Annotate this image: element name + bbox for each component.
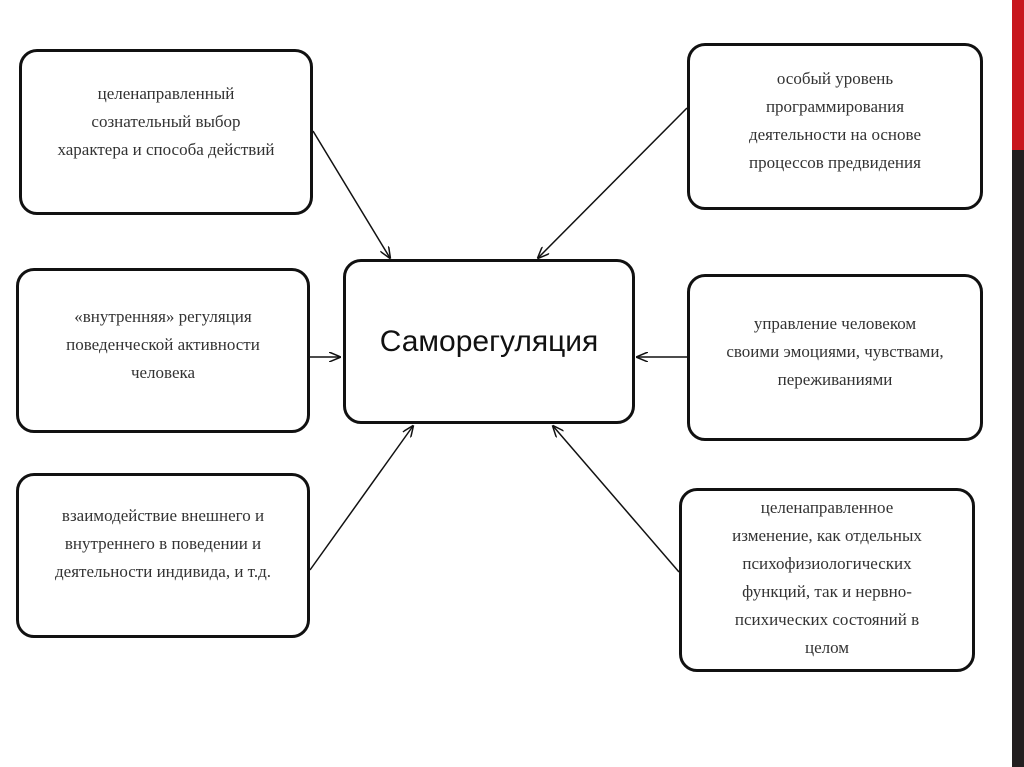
node-mid-left-text: «внутренняя» регуляция поведенческой активности человека [66,306,260,382]
node-top-left [19,49,313,215]
node-mid-left [16,268,310,433]
node-bottom-left-text: взаимодействие внешнего и внутреннего в поведении и деятельности индивида, и т.д. [55,505,271,581]
node-mid-right [687,274,983,441]
arrow-top-right [538,108,687,258]
node-top-left-text: целенаправленный сознательный выбор характера и способа действий [57,84,275,159]
node-bottom-left [16,473,310,638]
node-bottom-right [679,488,975,672]
node-top-right [687,43,983,210]
center-node [343,259,635,424]
arrow-top-left [313,131,390,258]
arrow-bottom-right [553,426,679,572]
arrow-bottom-left [310,426,413,570]
node-bottom-right-text: целенаправленное изменение, как отдельных психофизиологических функций, так и нервно- психических состояний в целом [732,498,922,657]
node-mid-right-text: управление человеком своими эмоциями, чувствами, переживаниями [726,313,944,389]
center-node-label: Саморегуляция [379,324,599,358]
node-top-right-text: особый уровень программирования деятельности на основе процессов предвидения [748,68,921,172]
